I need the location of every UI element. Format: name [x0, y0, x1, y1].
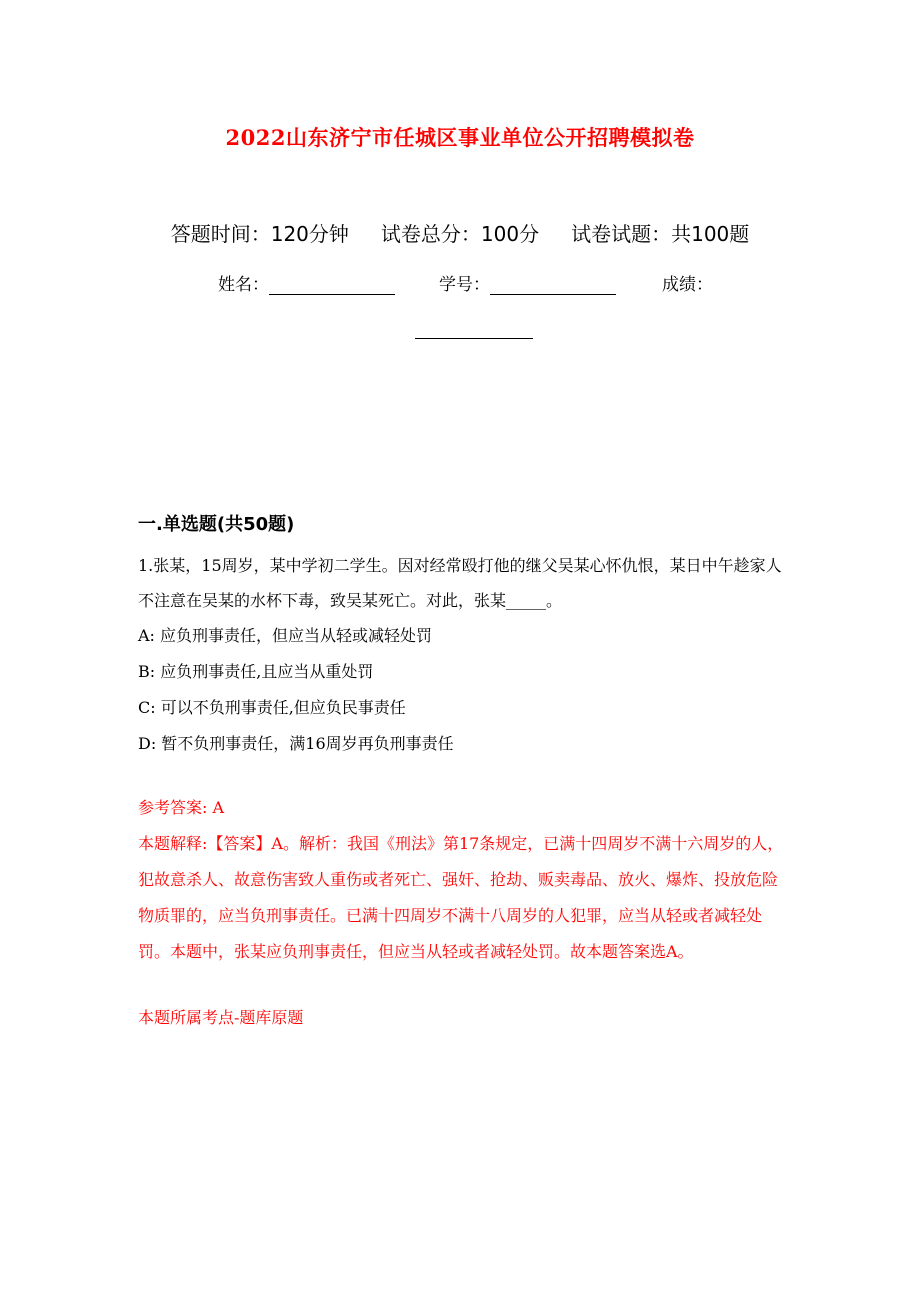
- exam-question-count: 试卷试题：共100题: [571, 222, 750, 246]
- exam-info-row: [0, 218, 920, 247]
- exam-title: 2022山东济宁市任城区事业单位公开招聘模拟卷: [225, 125, 695, 150]
- student-id-label: 学号：: [439, 275, 490, 295]
- option-a: A: 应负刑事责任，但应当从轻或减轻处罚: [138, 626, 433, 645]
- student-id-blank[interactable]: [490, 276, 616, 295]
- exam-total-score: 试卷总分：100分: [380, 222, 540, 246]
- answer-explanation: 本题解释:【答案】A。解析：我国《刑法》第17条规定，已满十四周岁不满十六周岁的人，犯故意杀人、故意伤害致人重伤或者死亡、强奸、抢劫、贩卖毒品、放火、爆炸、投放危险物质罪的，应当负刑事责任。已满十四周岁不满十八周岁的人犯罪，应当从轻或者减轻处罚。本题中，张某应负刑事责任，但应当从轻或者减轻处罚。故本题答案选A。: [138, 834, 784, 961]
- knowledge-point: 本题所属考点-题库原题: [138, 1008, 304, 1027]
- name-label: 姓名：: [218, 275, 269, 295]
- score-blank[interactable]: [415, 318, 533, 339]
- question-stem: 1.张某，15周岁，某中学初二学生。因对经常殴打他的继父吴某心怀仇恨，某日中午趁家人不注意在吴某的水杯下毒，致吴某死亡。对此，张某_____。: [138, 556, 782, 610]
- name-blank[interactable]: [269, 276, 395, 295]
- option-c: C: 可以不负刑事责任,但应负民事责任: [138, 698, 406, 717]
- section-title: 一.单选题(共50题): [138, 514, 295, 535]
- question-block: [138, 548, 786, 1036]
- score-label: 成绩：: [662, 275, 713, 295]
- option-d: D: 暂不负刑事责任，满16周岁再负刑事责任: [138, 734, 454, 753]
- exam-time: 答题时间：120分钟: [170, 222, 349, 246]
- option-b: B: 应负刑事责任,且应当从重处罚: [138, 662, 374, 681]
- reference-answer: 参考答案: A: [138, 798, 225, 817]
- student-info-row: [218, 270, 713, 295]
